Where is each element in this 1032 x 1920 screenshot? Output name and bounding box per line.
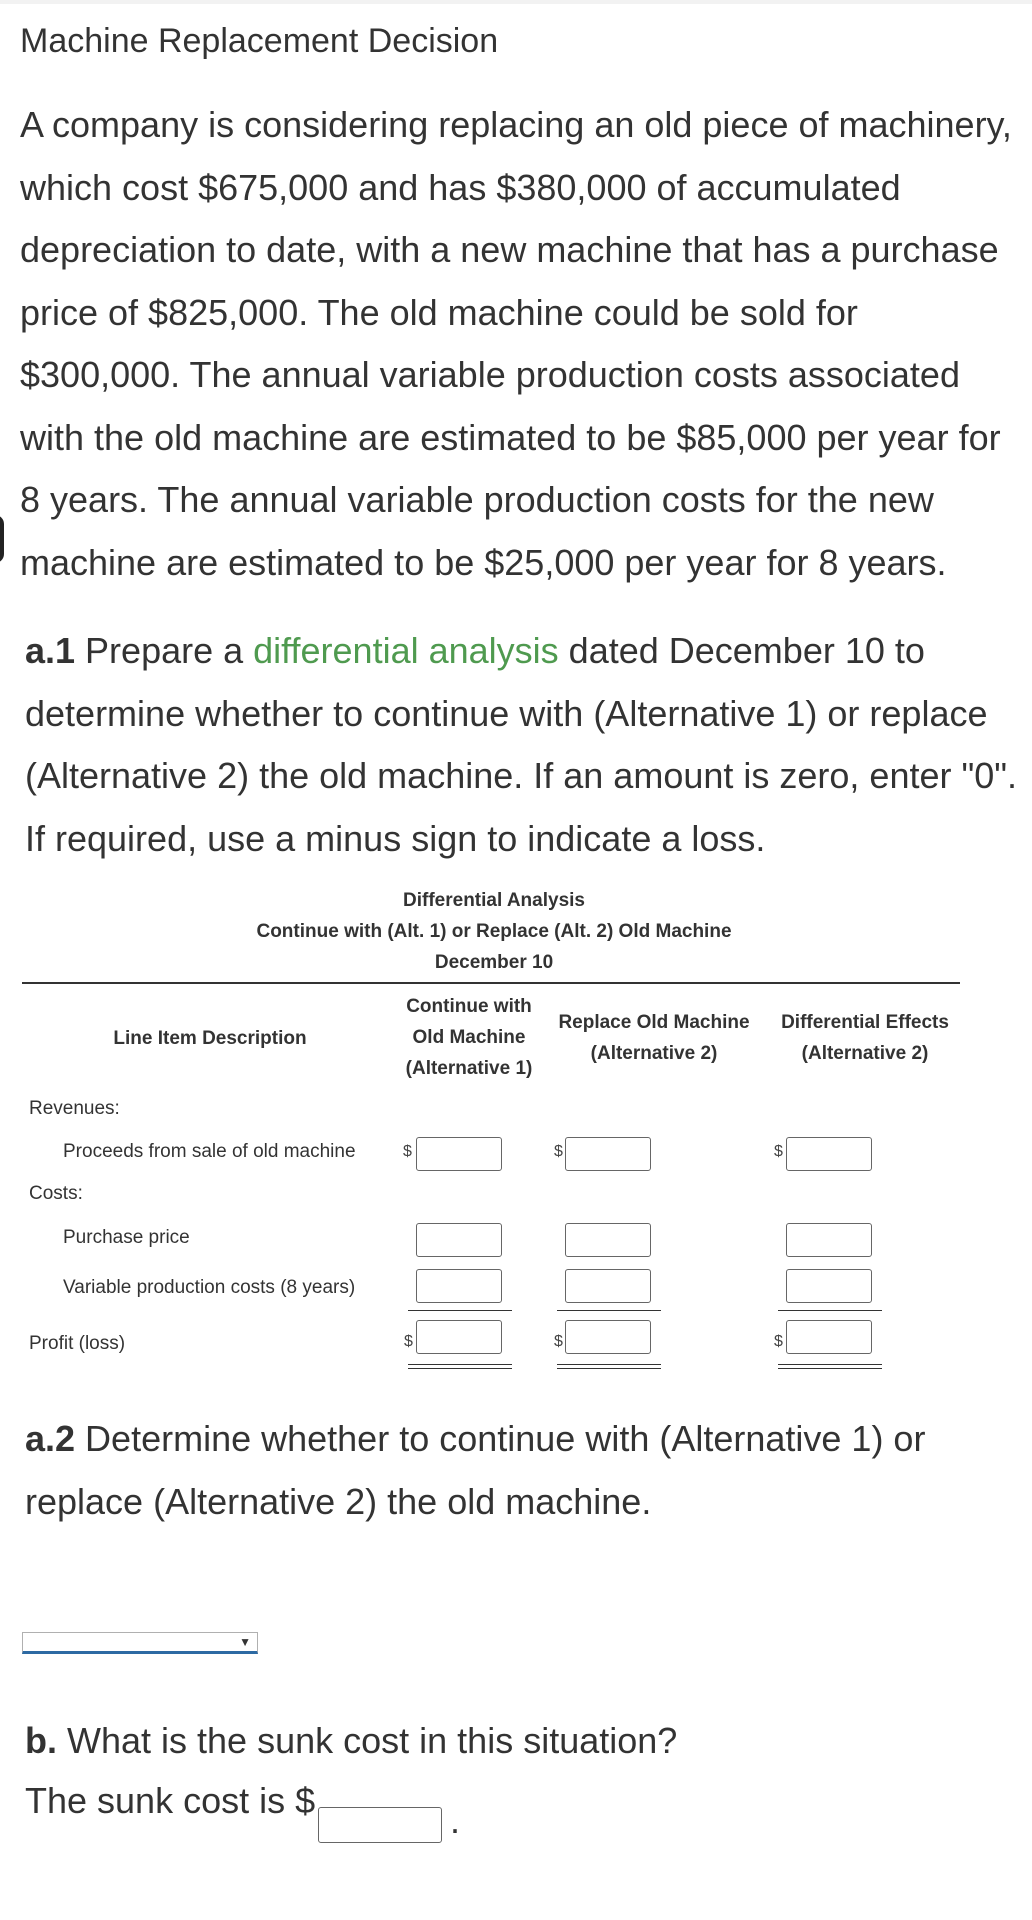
table-header-rule xyxy=(22,982,960,984)
part-a1-text-before: Prepare a xyxy=(75,630,254,671)
column-header-differential-line2: (Alternative 2) xyxy=(801,1043,929,1064)
variable-costs-alt2-input[interactable] xyxy=(565,1269,651,1303)
differential-analysis-link[interactable]: differential analysis xyxy=(253,630,559,671)
sunk-cost-input[interactable] xyxy=(318,1807,442,1843)
total-double-line xyxy=(557,1364,661,1369)
purchase-price-label: Purchase price xyxy=(63,1227,190,1248)
table-date: December 10 xyxy=(434,952,554,973)
top-divider xyxy=(0,0,1032,4)
currency-sign: $ xyxy=(554,1143,563,1160)
table-title: Differential Analysis xyxy=(403,890,585,911)
profit-differential-input[interactable] xyxy=(786,1320,872,1354)
variable-costs-label: Variable production costs (8 years) xyxy=(63,1277,356,1298)
proceeds-label: Proceeds from sale of old machine xyxy=(63,1141,356,1162)
costs-label: Costs: xyxy=(29,1183,83,1204)
column-header-alt2 xyxy=(548,1007,760,1069)
part-a2-label: a.2 xyxy=(25,1418,76,1459)
column-header-differential xyxy=(770,1007,960,1069)
part-b-question xyxy=(25,1710,1025,1773)
currency-sign: $ xyxy=(774,1333,783,1350)
profit-alt1-input[interactable] xyxy=(416,1320,502,1354)
currency-sign: $ xyxy=(774,1143,783,1160)
total-double-line xyxy=(408,1364,512,1369)
part-a1-label: a.1 xyxy=(25,630,76,671)
part-b-label: b. xyxy=(25,1720,57,1761)
sunk-cost-answer-prefix: The sunk cost is $ xyxy=(25,1780,316,1821)
proceeds-alt2-input[interactable] xyxy=(565,1137,651,1171)
column-header-alt1 xyxy=(394,991,544,1084)
problem-statement: A company is considering replacing an old piece of machinery, which cost $675,000 and has $380,000 of accumulated depreciation to date, with a new machine that has a purchase price of $825,000. The old machine could be sold for $300,000. The annual variable production costs associated with the old machine are estimated to be $85,000 per year for 8 years. The annual variable production costs for the new machine are estimated to be $25,000 per year for 8 years. xyxy=(20,104,1012,583)
purchase-price-alt2-input[interactable] xyxy=(565,1223,651,1257)
part-a2-text: Determine whether to continue with (Alternative 1) or replace (Alternative 2) the old machine. xyxy=(25,1418,926,1522)
column-header-alt1-line3: (Alternative 1) xyxy=(405,1058,533,1079)
revenues-label: Revenues: xyxy=(29,1098,120,1119)
column-header-alt2-line2: (Alternative 2) xyxy=(590,1043,718,1064)
part-b-text: What is the sunk cost in this situation? xyxy=(57,1720,678,1761)
subtotal-line xyxy=(408,1310,512,1311)
part-a1-instructions xyxy=(25,620,1025,870)
currency-sign: $ xyxy=(554,1333,563,1350)
scroll-handle[interactable] xyxy=(0,515,4,563)
proceeds-differential-input[interactable] xyxy=(786,1137,872,1171)
column-header-differential-line1: Differential Effects xyxy=(781,1012,949,1033)
column-header-alt2-line1: Replace Old Machine xyxy=(558,1012,750,1033)
profit-loss-label: Profit (loss) xyxy=(29,1333,126,1354)
chevron-down-icon: ▼ xyxy=(239,1635,251,1649)
currency-sign: $ xyxy=(404,1333,413,1350)
decision-dropdown[interactable] xyxy=(22,1632,258,1654)
purchase-price-alt1-input[interactable] xyxy=(416,1223,502,1257)
subtotal-line xyxy=(778,1310,882,1311)
total-double-line xyxy=(778,1364,882,1369)
part-a1-text-after: dated December 10 to determine whether to continue with (Alternative 1) or replace (Alternative 2) the old machine. If an amount is zero, enter "0". If required, use a minus sign to indicate a loss. xyxy=(25,630,1018,859)
purchase-price-differential-input[interactable] xyxy=(786,1223,872,1257)
page-title: Machine Replacement Decision xyxy=(20,22,499,60)
column-header-alt1-line2: Old Machine xyxy=(412,1027,526,1048)
sunk-cost-period: . xyxy=(450,1800,461,1841)
column-header-description: Line Item Description xyxy=(113,1028,307,1049)
subtotal-line xyxy=(557,1310,661,1311)
column-header-alt1-line1: Continue with xyxy=(406,996,532,1017)
variable-costs-alt1-input[interactable] xyxy=(416,1269,502,1303)
variable-costs-differential-input[interactable] xyxy=(786,1269,872,1303)
currency-sign: $ xyxy=(403,1143,412,1160)
profit-alt2-input[interactable] xyxy=(565,1320,651,1354)
proceeds-alt1-input[interactable] xyxy=(416,1137,502,1171)
table-subtitle: Continue with (Alt. 1) or Replace (Alt. 2) Old Machine xyxy=(256,921,732,942)
part-a2-instructions xyxy=(25,1408,1025,1533)
